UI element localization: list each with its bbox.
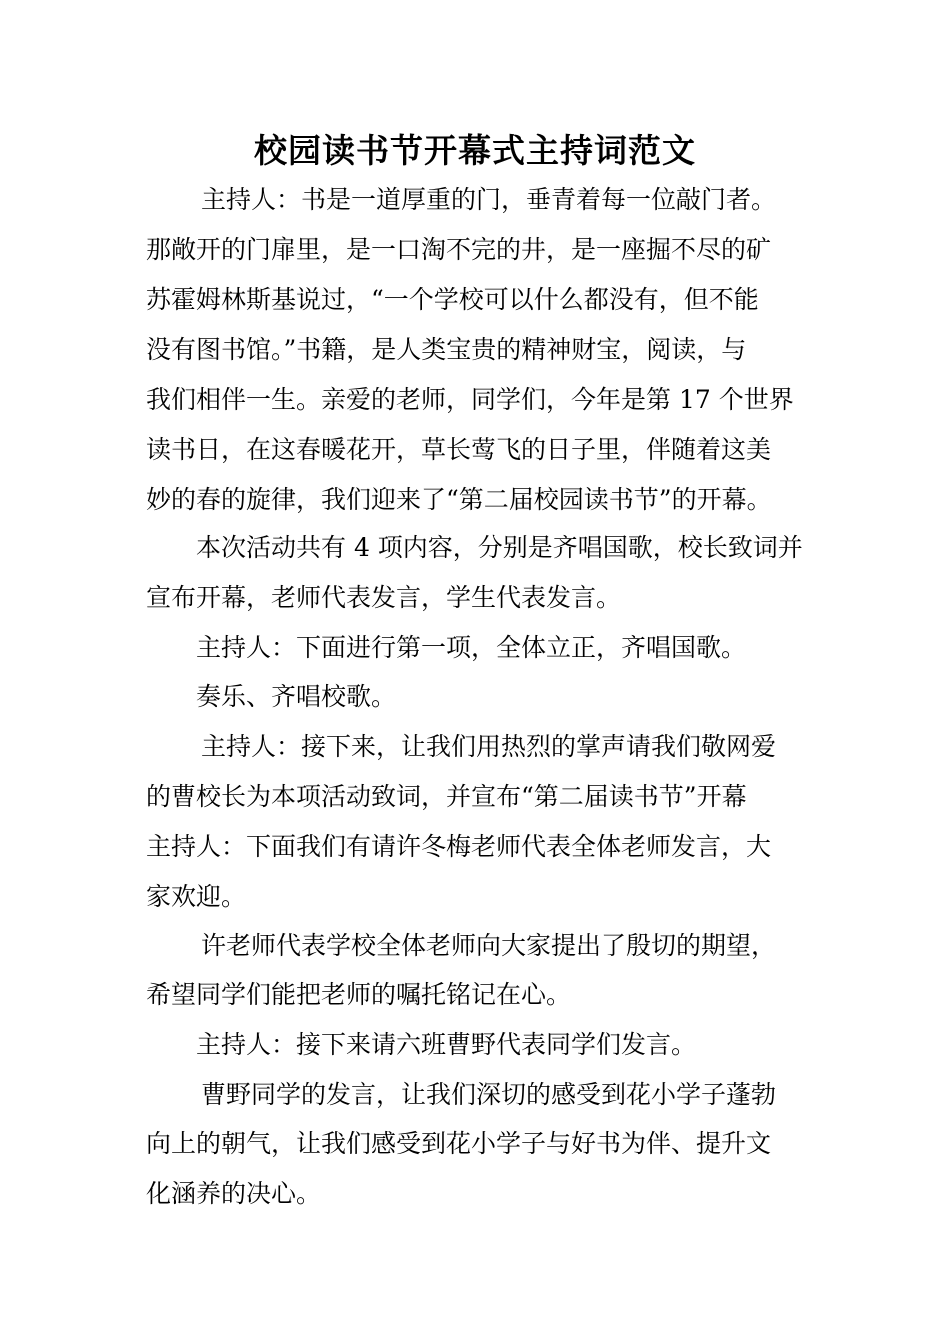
- paragraph-line: 我们相伴一生。亲爱的老师，同学们，今年是第 17 个世界: [146, 385, 794, 414]
- paragraph-line: 主持人：接下来，让我们用热烈的掌声请我们敬网爱: [201, 732, 777, 761]
- paragraph-line: 向上的朝气，让我们感受到花小学子与好书为伴、提升文: [146, 1129, 772, 1158]
- paragraph-line: 奏乐、齐唱校歌。: [196, 682, 397, 711]
- paragraph-line: 苏霍姆林斯基说过，“一个学校可以什么都没有，但不能: [146, 285, 759, 314]
- paragraph-line: 本次活动共有 4 项内容，分别是齐唱国歌，校长致词并: [196, 533, 803, 562]
- paragraph-line: 妙的春的旋律，我们迎来了“第二届校园读书节”的开幕。: [146, 485, 772, 514]
- paragraph-line: 宣布开幕，老师代表发言，学生代表发言。: [146, 583, 622, 612]
- paragraph-line: 许老师代表学校全体老师向大家提出了殷切的期望，: [201, 931, 777, 960]
- paragraph-line: 的曹校长为本项活动致词，并宣布“第二届读书节”开幕: [146, 782, 747, 811]
- paragraph-line: 读书日，在这春暖花开，草长莺飞的日子里，伴随着这美: [146, 435, 772, 464]
- paragraph-line: 主持人：下面我们有请许冬梅老师代表全体老师发言，大: [146, 832, 772, 861]
- paragraph-line: 那敞开的门扉里，是一口淘不完的井，是一座掘不尽的矿: [146, 235, 772, 264]
- paragraph-line: 没有图书馆。”书籍，是人类宝贵的精神财宝，阅读，与: [146, 335, 747, 364]
- paragraph-line: 主持人：接下来请六班曹野代表同学们发言。: [196, 1030, 697, 1059]
- paragraph-line: 主持人：下面进行第一项，全体立正，齐唱国歌。: [196, 633, 747, 662]
- paragraph-line: 希望同学们能把老师的嘱托铭记在心。: [146, 980, 572, 1009]
- paragraph-line: 主持人：书是一道厚重的门，垂青着每一位敲门者。: [201, 185, 777, 214]
- paragraph-line: 曹野同学的发言，让我们深切的感受到花小学子蓬勃: [201, 1080, 777, 1109]
- document-title: 校园读书节开幕式主持词范文: [254, 131, 696, 170]
- paragraph-line: 化涵养的决心。: [146, 1179, 322, 1208]
- paragraph-line: 家欢迎。: [146, 882, 247, 911]
